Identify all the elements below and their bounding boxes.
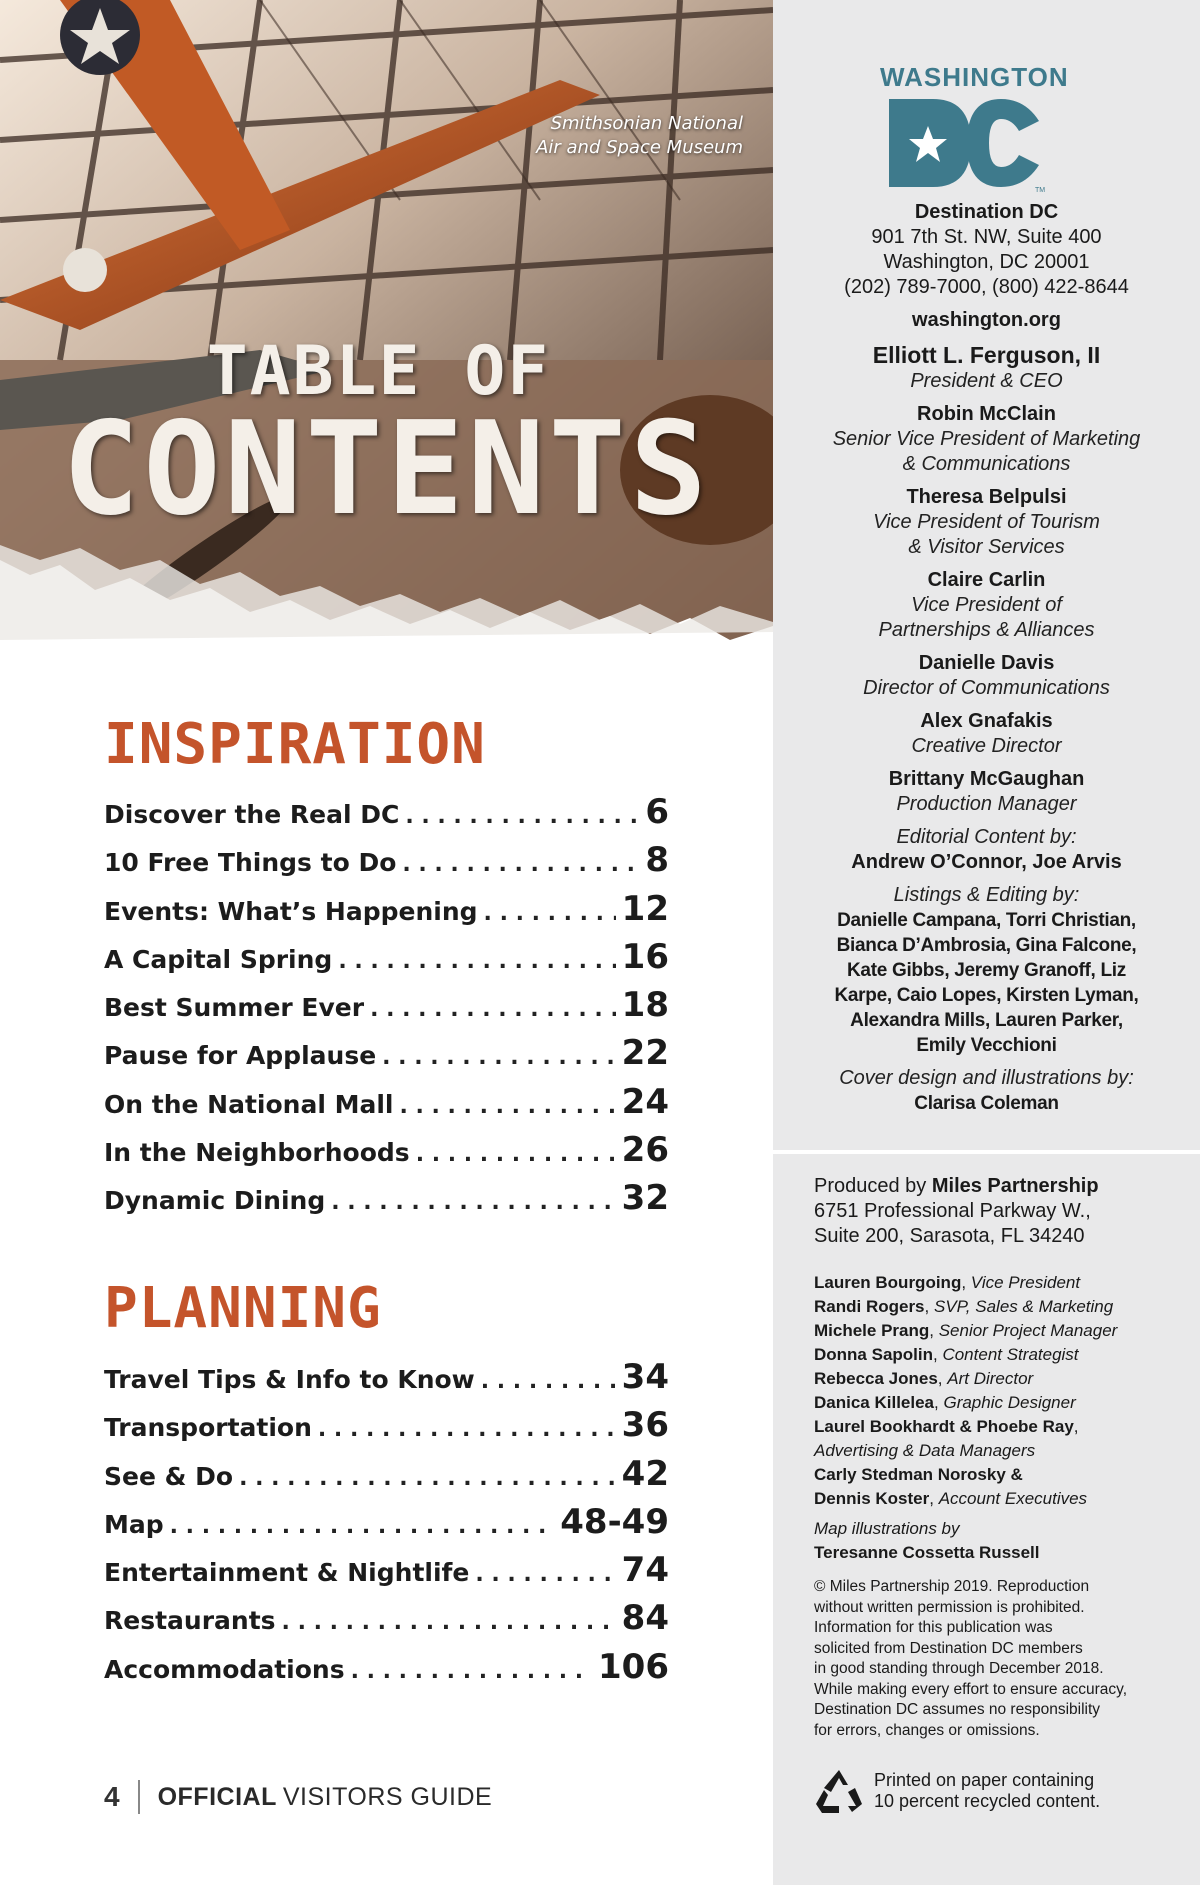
toc-label: Accommodations (104, 1654, 345, 1684)
publisher-address-1: 6751 Professional Parkway W., (814, 1200, 1091, 1222)
staff-role: Content Strategist (942, 1345, 1079, 1364)
leader-dots (481, 1369, 616, 1394)
title-table-of: TABLE OF (206, 332, 551, 411)
leader-dots (399, 1094, 615, 1119)
recycled-paper-note (814, 1768, 1100, 1814)
publisher-name: Miles Partnership (931, 1175, 1099, 1197)
staff-row (814, 1271, 1174, 1295)
toc-label: Dynamic Dining (104, 1186, 326, 1216)
person-name: Alex Gnafakis (920, 710, 1053, 732)
toc-entry[interactable] (104, 1550, 669, 1598)
staff-role: Advertising & Data Managers (814, 1441, 1036, 1460)
staff-name: Michele Prang (814, 1321, 930, 1340)
staff-row (814, 1463, 1174, 1487)
toc-label: Pause for Applause (104, 1041, 377, 1071)
cover-credit-label: Cover design and illustrations by: (839, 1067, 1134, 1089)
map-credit-label: Map illustrations by (814, 1519, 960, 1538)
toc-entry[interactable] (104, 1647, 669, 1695)
staff-sep: , (937, 1369, 948, 1388)
toc-page-number: 48-49 (560, 1501, 669, 1542)
publisher-credits (814, 1174, 1174, 1741)
leader-dots (318, 1417, 616, 1442)
toc-label: Events: What’s Happening (104, 896, 478, 926)
staff-sep: , (933, 1345, 943, 1364)
staff-name: Danica Killelea (814, 1393, 935, 1412)
leader-dots (331, 1190, 615, 1215)
person-name: Theresa Belpulsi (906, 486, 1067, 508)
toc-entry[interactable] (104, 985, 669, 1033)
leader-dots (405, 804, 639, 829)
toc-label: On the National Mall (104, 1089, 394, 1119)
staff-role: Account Executives (938, 1489, 1088, 1508)
staff-name: Dennis Koster (814, 1489, 930, 1508)
toc-page-number: 22 (621, 1033, 669, 1074)
staff-name: Laurel Bookhardt & Phoebe Ray (814, 1417, 1074, 1436)
copyright-line: in good standing through December 2018. (814, 1660, 1104, 1677)
toc-label: Entertainment & Nightlife (104, 1558, 470, 1588)
toc-label: Discover the Real DC (104, 800, 400, 829)
copyright-notice (814, 1577, 1174, 1741)
masthead-credits (773, 200, 1200, 1124)
toc-label: Best Summer Ever (104, 993, 365, 1023)
toc-label: 10 Free Things to Do (104, 848, 397, 878)
recycle-text-2: 10 percent recycled content. (874, 1791, 1101, 1811)
toc-page-number: 8 (645, 840, 669, 881)
staff-sep: , (1073, 1417, 1079, 1436)
staff-sep: , (934, 1393, 944, 1412)
org-phone: (202) 789-7000, (800) 422-8644 (844, 276, 1129, 298)
person-role: Director of Communications (863, 677, 1110, 699)
staff-role: Senior Project Manager (938, 1321, 1118, 1340)
toc-page-number: 74 (621, 1550, 669, 1591)
caption-line-2: Air and Space Museum (536, 137, 743, 158)
person-name: Danielle Davis (918, 652, 1055, 674)
sidebar-divider (773, 1150, 1200, 1154)
guide-title-strong: OFFICIAL (157, 1782, 277, 1811)
toc-page-number: 16 (621, 936, 669, 977)
toc-entry[interactable] (104, 792, 669, 840)
toc-entry[interactable] (104, 889, 669, 937)
caption-line-1: Smithsonian National (550, 113, 743, 134)
person-role: Vice President of (911, 594, 1062, 616)
staff-row (814, 1319, 1174, 1343)
staff-list (814, 1271, 1174, 1565)
org-address-1: 901 7th St. NW, Suite 400 (871, 226, 1102, 248)
page-number: 4 (104, 1781, 120, 1812)
recycle-icon (814, 1768, 864, 1814)
title-contents: CONTENTS (62, 395, 711, 544)
toc-page-number: 84 (621, 1598, 669, 1639)
toc-page-number: 12 (621, 888, 669, 929)
leader-dots (382, 1045, 616, 1070)
toc-page-number: 106 (598, 1646, 669, 1687)
listings-names: Bianca D’Ambrosia, Gina Falcone, (836, 935, 1137, 956)
staff-sep: , (929, 1321, 939, 1340)
toc-page-number: 6 (645, 792, 669, 832)
leader-dots (370, 997, 616, 1022)
hero-photo (0, 0, 773, 640)
logo-wordmark: WASHINGTON (880, 62, 1069, 92)
leader-dots (416, 1142, 616, 1167)
toc-label: A Capital Spring (104, 944, 333, 974)
page-footer (104, 1780, 492, 1814)
staff-role: Art Director (947, 1369, 1034, 1388)
staff-row (814, 1367, 1174, 1391)
inspiration-heading: INSPIRATION (104, 712, 486, 777)
staff-row (814, 1391, 1174, 1415)
staff-role: SVP, Sales & Marketing (933, 1297, 1114, 1316)
staff-name: Randi Rogers (814, 1297, 925, 1316)
org-address-2: Washington, DC 20001 (883, 251, 1090, 273)
toc-page-number: 26 (621, 1130, 669, 1171)
toc-entry[interactable] (104, 1082, 669, 1130)
staff-row (814, 1415, 1174, 1439)
staff-role: Vice President (970, 1273, 1081, 1292)
toc-label: Map (104, 1509, 164, 1539)
leader-dots (351, 1659, 592, 1684)
toc-page-number: 42 (621, 1453, 669, 1494)
copyright-line: solicited from Destination DC members (814, 1639, 1083, 1657)
leader-dots (282, 1610, 616, 1635)
person-role: Senior Vice President of Marketing (832, 428, 1141, 450)
listings-names: Alexandra Mills, Lauren Parker, (850, 1010, 1123, 1031)
person-name: Claire Carlin (927, 569, 1046, 591)
person-name: Robin McClain (917, 403, 1056, 425)
leader-dots (475, 1562, 615, 1587)
toc-entry[interactable] (104, 1178, 669, 1226)
cover-credit-name: Clarisa Coleman (914, 1093, 1059, 1114)
toc-entry[interactable] (104, 1454, 669, 1502)
toc-label: Transportation (104, 1413, 312, 1443)
toc-page-number: 34 (621, 1357, 669, 1397)
copyright-line: for errors, changes or omissions. (814, 1721, 1040, 1739)
toc-label: In the Neighborhoods (104, 1138, 410, 1168)
staff-name: Donna Sapolin (814, 1345, 933, 1364)
copyright-line: without written permission is prohibited. (814, 1598, 1085, 1616)
staff-row (814, 1439, 1174, 1463)
person-role: Creative Director (911, 735, 1062, 757)
publisher-address-2: Suite 200, Sarasota, FL 34240 (814, 1225, 1085, 1247)
toc-label: Restaurants (104, 1606, 276, 1636)
toc-entry[interactable] (104, 937, 669, 985)
dc-logo-icon (885, 93, 1045, 193)
produced-by-line (814, 1174, 1174, 1199)
toc-page-number: 24 (621, 1081, 669, 1122)
editorial-names: Andrew O’Connor, Joe Arvis (851, 851, 1122, 873)
staff-role: Graphic Designer (943, 1393, 1076, 1412)
toc-page-number: 36 (621, 1405, 669, 1446)
toc-entry[interactable] (104, 1502, 669, 1550)
staff-name: Rebecca Jones (814, 1369, 938, 1388)
planning-list (104, 1357, 669, 1695)
person-role: Production Manager (896, 793, 1077, 815)
recycle-text-1: Printed on paper containing (874, 1770, 1095, 1790)
listings-names: Karpe, Caio Lopes, Kirsten Lyman, (834, 985, 1139, 1006)
footer-divider (138, 1780, 140, 1814)
leader-dots (402, 852, 639, 877)
leader-dots (338, 949, 615, 974)
staff-sep: , (924, 1297, 934, 1316)
toc-label: Travel Tips & Info to Know (104, 1365, 475, 1394)
staff-sep: , (929, 1489, 939, 1508)
inspiration-list (104, 792, 669, 1227)
trademark-mark: TM (1035, 187, 1045, 193)
toc-page-number: 32 (621, 1178, 669, 1219)
person-role: Vice President of Tourism (873, 511, 1100, 533)
person-name: Elliott L. Ferguson, II (872, 342, 1101, 368)
person-role-cont: Partnerships & Alliances (878, 619, 1095, 641)
staff-row (814, 1487, 1174, 1511)
person-name: Brittany McGaughan (888, 768, 1085, 790)
copyright-line: While making every effort to ensure accuracy, (814, 1680, 1128, 1698)
washington-dc-logo (880, 62, 1069, 193)
staff-row (814, 1295, 1174, 1319)
toc-label: See & Do (104, 1461, 234, 1491)
toc-page-number: 18 (621, 985, 669, 1026)
copyright-line: Information for this publication was (814, 1619, 1053, 1636)
staff-row (814, 1343, 1174, 1367)
map-credit-name: Teresanne Cossetta Russell (814, 1543, 1040, 1562)
produced-prefix: Produced by (814, 1175, 927, 1197)
listings-names: Kate Gibbs, Jeremy Granoff, Liz (847, 960, 1126, 981)
person-role-cont: & Communications (902, 453, 1071, 475)
toc-entry[interactable] (104, 1033, 669, 1081)
copyright-line: Destination DC assumes no responsibility (814, 1701, 1101, 1718)
guide-title-light: VISITORS GUIDE (282, 1782, 493, 1811)
leader-dots (239, 1466, 616, 1491)
listings-names: Danielle Campana, Torri Christian, (837, 910, 1136, 931)
person-role-cont: & Visitor Services (908, 536, 1065, 558)
listings-label: Listings & Editing by: (893, 884, 1080, 906)
copyright-line: © Miles Partnership 2019. Reproduction (814, 1578, 1090, 1595)
staff-name: Carly Stedman Norosky & (814, 1465, 1023, 1484)
toc-entry[interactable] (104, 840, 669, 888)
leader-dots (484, 901, 616, 926)
leader-dots (170, 1514, 555, 1539)
photo-caption (536, 112, 743, 160)
toc-entry[interactable] (104, 1357, 669, 1405)
staff-sep: , (961, 1273, 971, 1292)
editorial-label: Editorial Content by: (896, 826, 1077, 848)
person-role: President & CEO (910, 370, 1063, 392)
museum-photo-illustration (0, 0, 773, 640)
planning-heading: PLANNING (104, 1276, 382, 1341)
listings-names: Emily Vecchioni (916, 1035, 1057, 1056)
toc-entry[interactable] (104, 1405, 669, 1453)
toc-entry[interactable] (104, 1598, 669, 1646)
org-name: Destination DC (914, 201, 1059, 223)
org-website[interactable]: washington.org (912, 309, 1061, 331)
toc-entry[interactable] (104, 1130, 669, 1178)
staff-name: Lauren Bourgoing (814, 1273, 962, 1292)
